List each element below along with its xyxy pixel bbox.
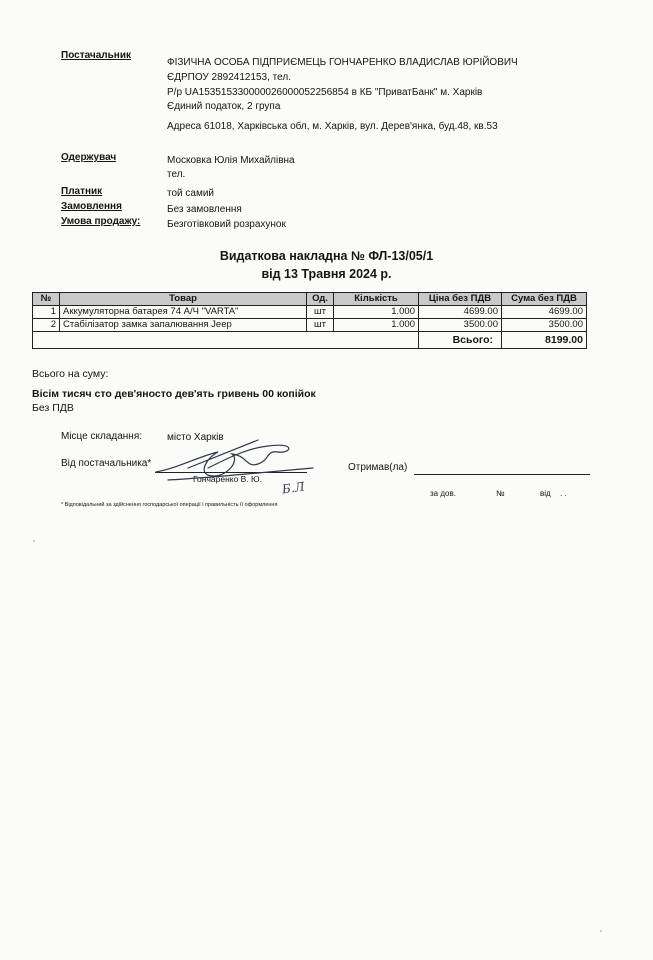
from-supplier-label: Від постачальника*	[61, 458, 152, 469]
row-sum: 3500.00	[502, 319, 587, 332]
sale-terms-label: Умова продажу:	[61, 216, 141, 227]
total-value: 8199.00	[502, 332, 587, 349]
handwritten-initials: Б.Л	[281, 479, 306, 497]
totals-row	[33, 332, 587, 349]
payer-label: Платник	[61, 186, 103, 197]
supplier-name: ФІЗИЧНА ОСОБА ПІДПРИЄМЕЦЬ ГОНЧАРЕНКО ВЛАДИСЛАВ ЮРІЙОВИЧ	[167, 57, 518, 68]
row-sum: 4699.00	[502, 306, 587, 319]
col-qty: Кількість	[334, 293, 419, 306]
recipient-phone: тел.	[167, 169, 186, 180]
sale-terms-value: Безготівковий розрахунок	[167, 219, 286, 230]
row-price: 4699.00	[419, 306, 502, 319]
total-label: Всього:	[419, 332, 502, 349]
summary-vat: Без ПДВ	[32, 402, 74, 414]
row-price: 3500.00	[419, 319, 502, 332]
proxy-date-label: від	[540, 489, 551, 498]
payer-value: той самий	[167, 188, 215, 199]
goods-table	[32, 292, 587, 349]
row-unit: шт	[307, 306, 334, 319]
table-row	[33, 306, 587, 319]
proxy-number-label: №	[496, 489, 505, 498]
row-unit: шт	[307, 319, 334, 332]
supplier-sign-name: Гончаренко В. Ю.	[193, 474, 263, 484]
table-row	[33, 319, 587, 332]
supplier-label: Постачальник	[61, 50, 131, 61]
footnote: * Відповідальний за здійснення господарської операції і правильність її оформлення	[61, 502, 278, 508]
recipient-name: Московка Юлія Михайлівна	[167, 155, 295, 166]
document-date: від 13 Травня 2024 р.	[261, 267, 392, 281]
document-title: Видаткова накладна № ФЛ-13/05/1	[219, 249, 434, 263]
row-item: Стабілізатор замка запалювання Jeep	[60, 319, 307, 332]
row-no: 2	[33, 319, 60, 332]
received-sign-line	[414, 474, 590, 475]
order-label: Замовлення	[61, 201, 122, 212]
col-price: Ціна без ПДВ	[419, 293, 502, 306]
col-unit: Од.	[307, 293, 334, 306]
summary-label: Всього на суму:	[32, 368, 109, 380]
order-value: Без замовлення	[167, 204, 242, 215]
row-item: Аккумуляторна батарея 74 А/Ч "VARTA"	[60, 306, 307, 319]
summary-words: Вісім тисяч сто дев'яносто дев'ять гривень 00 копійок	[32, 388, 316, 400]
row-qty: 1.000	[334, 306, 419, 319]
proxy-date-dots: . .	[560, 489, 567, 498]
recipient-label: Одержувач	[61, 152, 117, 163]
place-label: Місце складання:	[61, 431, 143, 442]
col-no: №	[33, 293, 60, 306]
row-qty: 1.000	[334, 319, 419, 332]
scan-speck	[600, 930, 602, 932]
place-value: місто Харків	[167, 432, 224, 443]
table-header-row	[33, 293, 587, 306]
received-label: Отримав(ла)	[348, 462, 408, 473]
col-sum: Сума без ПДВ	[502, 293, 587, 306]
supplier-address: Адреса 61018, Харківська обл, м. Харків, вул. Дерев'янка, буд.48, кв.53	[167, 121, 498, 132]
supplier-tax: Єдиний податок, 2 група	[167, 101, 281, 112]
col-item: Товар	[60, 293, 307, 306]
supplier-account: Р/р UA153515330000026000052256854 в КБ "ПриватБанк" м. Харків	[167, 87, 483, 98]
supplier-edrpou: ЄДРПОУ 2892412153, тел.	[167, 72, 291, 83]
proxy-label: за дов.	[430, 489, 456, 498]
scan-speck	[33, 540, 35, 542]
row-no: 1	[33, 306, 60, 319]
